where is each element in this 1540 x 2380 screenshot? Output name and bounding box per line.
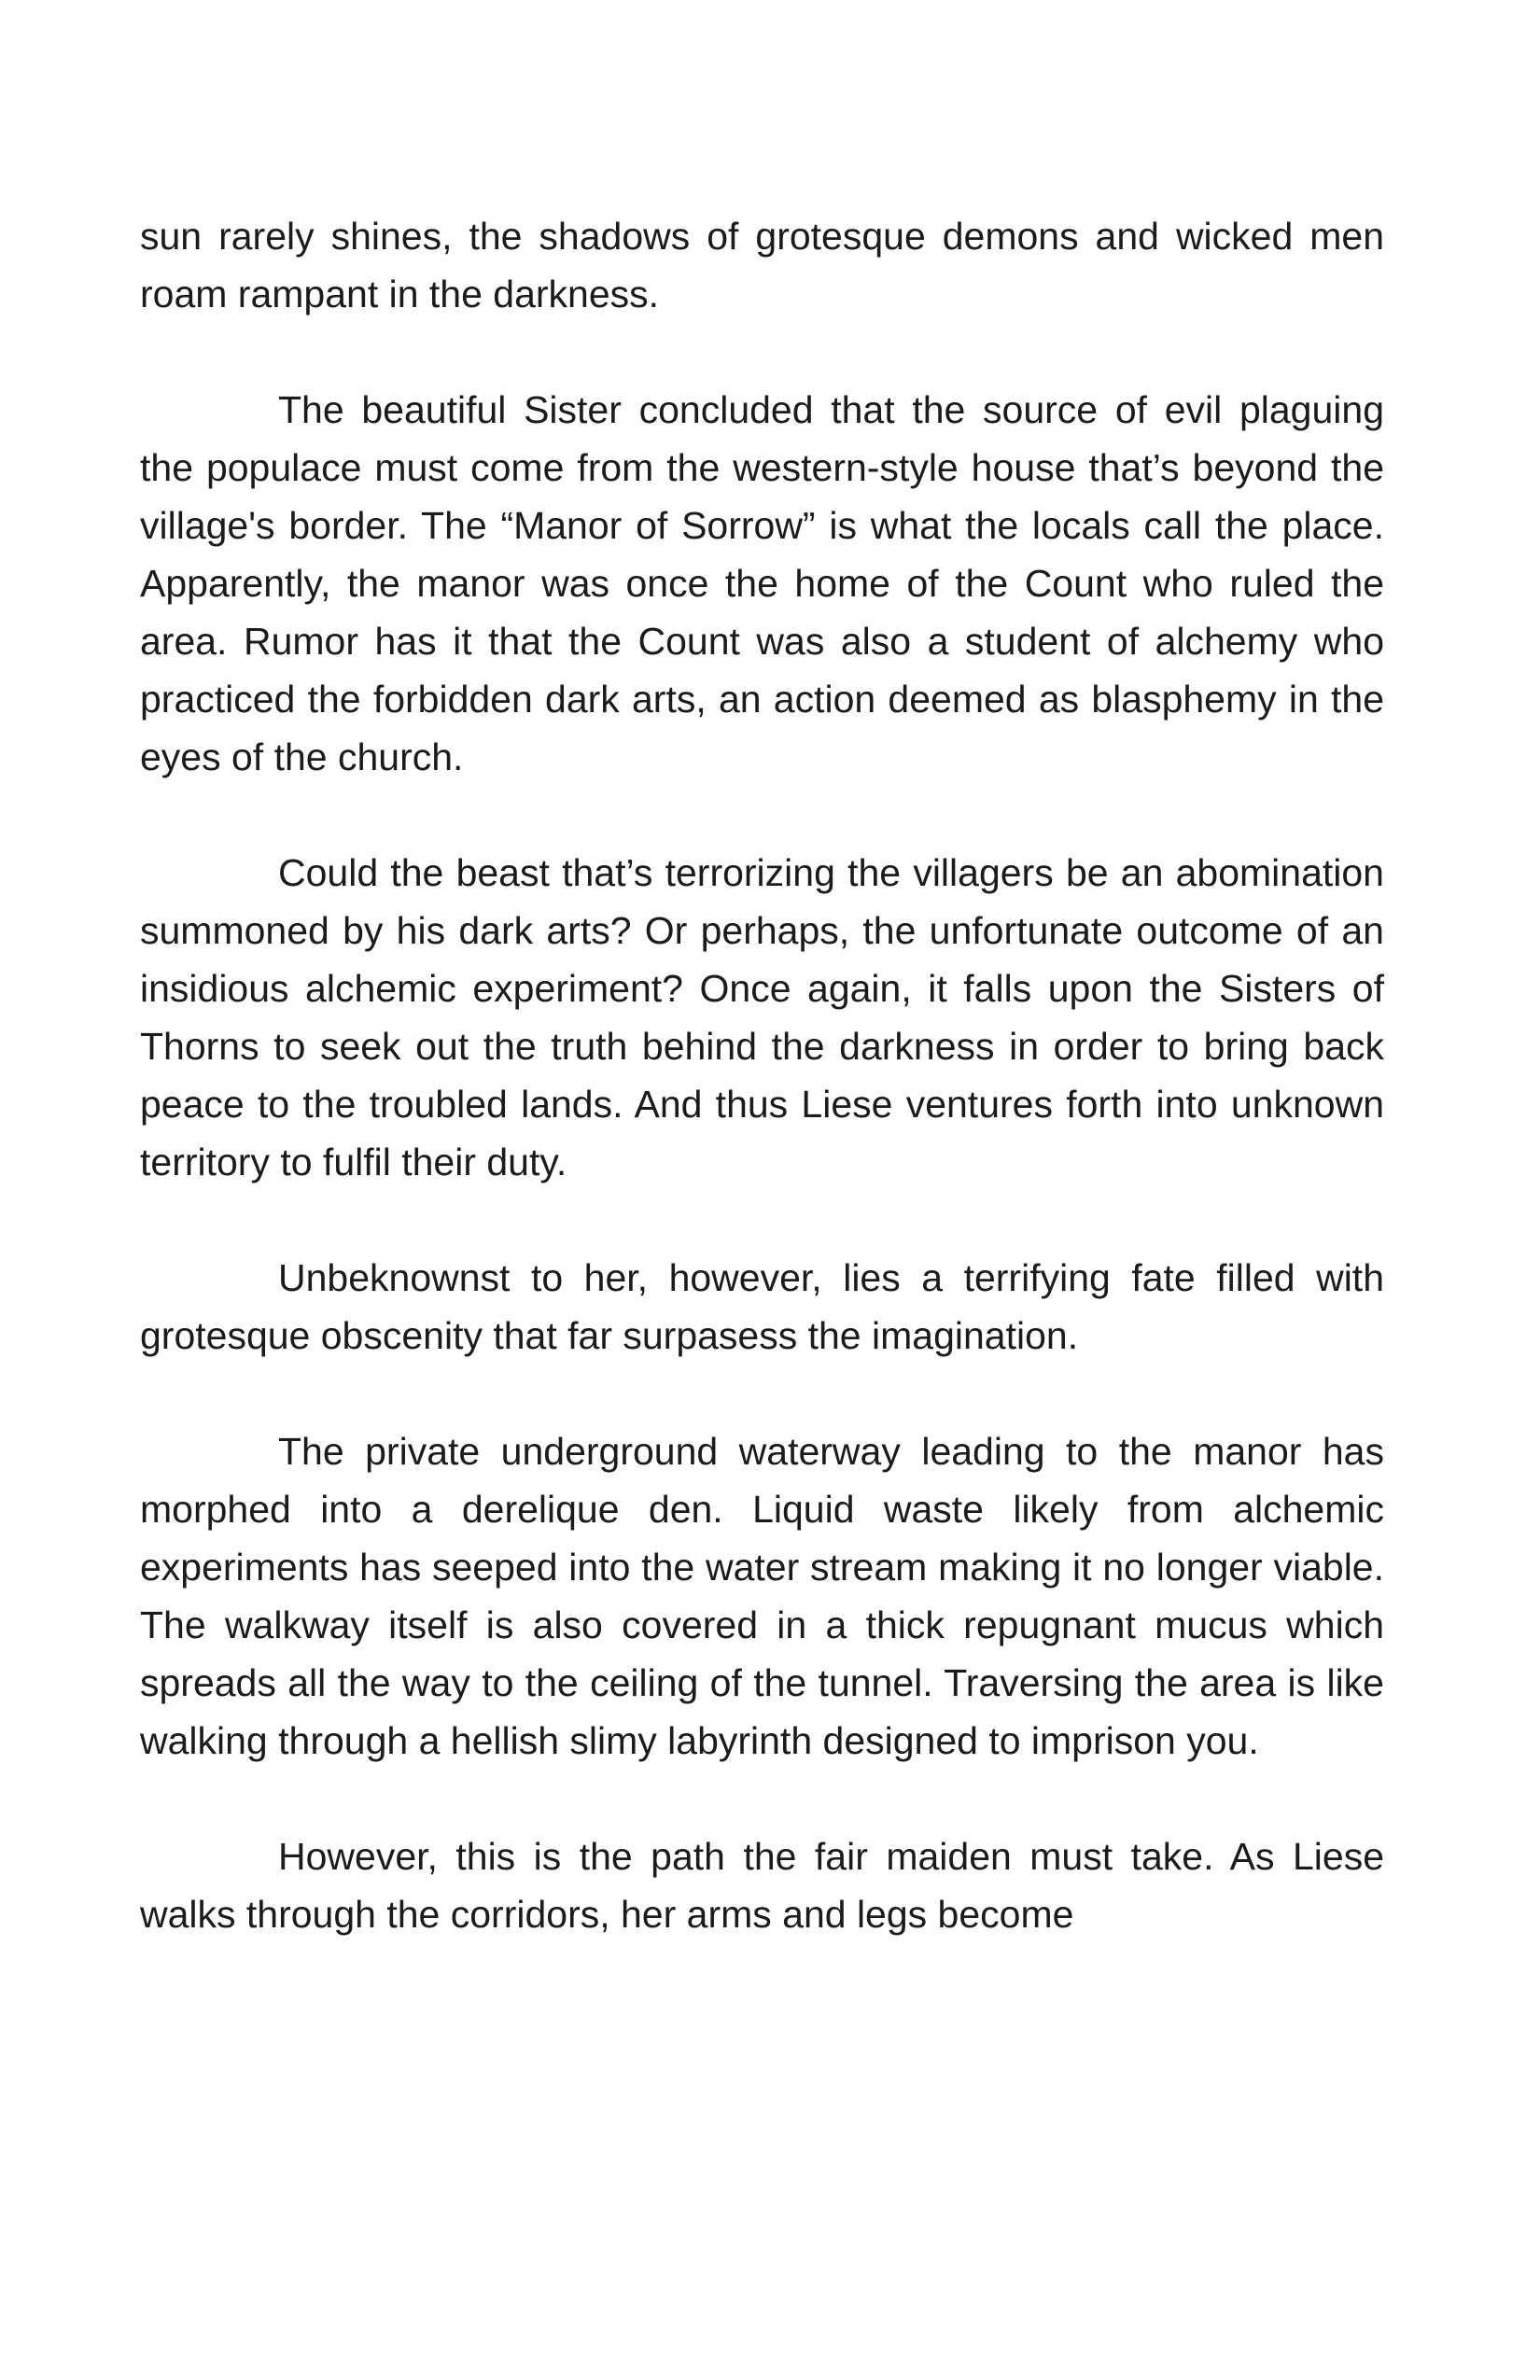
paragraph-path: However, this is the path the fair maiden must take. As Liese walks through the corridors, her arms and legs become — [140, 1835, 1384, 1936]
paragraph-beast: Could the beast that’s terrorizing the villagers be an abomination summoned by his dark arts? Or perhaps, the unfortunate outcome of an insidious alchemic experiment? Once again, it falls upon the Sisters of Thorns to seek out the truth behind the darkness in order to bring back peace to the troubled lands. And thus Liese ventures forth into unknown territory to fulfil their duty. — [140, 851, 1384, 1183]
paragraph-unbeknownst: Unbeknownst to her, however, lies a terrifying fate filled with grotesque obscenity that far surpasess the imagination. — [140, 1256, 1384, 1357]
paragraph-waterway: The private underground waterway leading to the manor has morphed into a derelique den. Liquid waste likely from alchemic experiments has seeped into the water stream making it no longer viable. The walkway itself is also covered in a thick repugnant mucus which spreads all the way to the ceiling of the tunnel. Traversing the area is like walking through a hellish slimy labyrinth designed to imprison you. — [140, 1430, 1384, 1762]
paragraph-manor-of-sorrow: The beautiful Sister concluded that the source of evil plaguing the populace must come from the western-style house that’s beyond the village's border. The “Manor of Sorrow” is what the locals call the place. Apparently, the manor was once the home of the Count who ruled the area. Rumor has it that the Count was also a student of alchemy who practiced the forbidden dark arts, an action deemed as blasphemy in the eyes of the church. — [140, 388, 1384, 778]
page-body — [140, 207, 1384, 1943]
paragraph-continuation: sun rarely shines, the shadows of grotesque demons and wicked men roam rampant in the darkness. — [140, 215, 1384, 315]
